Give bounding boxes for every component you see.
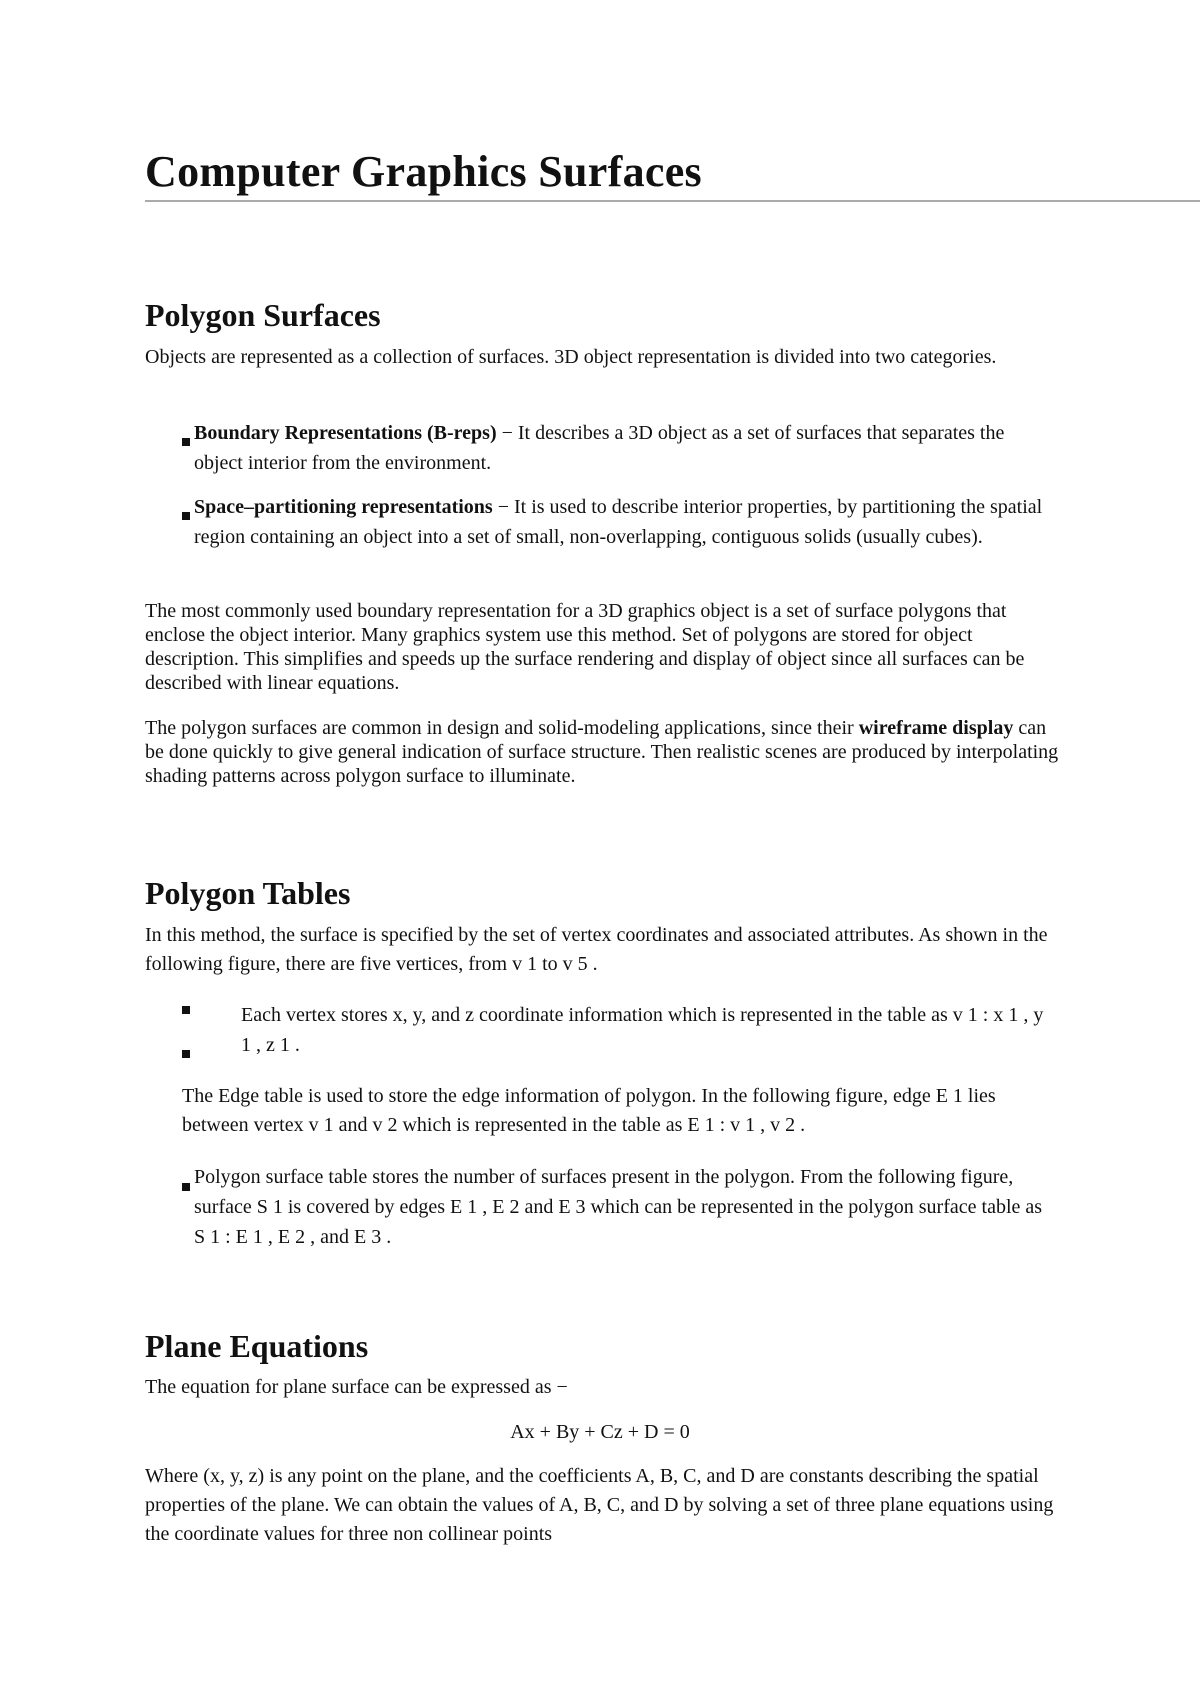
heading-polygon-surfaces: Polygon Surfaces (145, 297, 381, 333)
bullet-icon (182, 1183, 190, 1191)
list-item-breps (194, 418, 1044, 478)
term-space-partitioning: Space–partitioning representations (194, 496, 493, 518)
bullet-icon (182, 1006, 190, 1014)
term-wireframe-display: wireframe display (858, 717, 1014, 739)
plane-equation: Ax + By + Cz + D = 0 (510, 1421, 690, 1443)
surface-table-item: Polygon surface table stores the number of surfaces present in the polygon. From the following figure, surface S 1 is covered by edges E 1 , E 2 and E 3 which can be represented in the polygon surface table as S 1 : E 1 , E 2 , and E 3 . (194, 1166, 1043, 1248)
polygon-surfaces-para-2 (145, 716, 1065, 788)
list-item-space-partitioning (194, 492, 1044, 552)
polygon-surfaces-intro: Objects are represented as a collection of surfaces. 3D object representation is divided into two categories. (145, 346, 997, 368)
bullet-icon (182, 1050, 190, 1058)
title-divider (145, 200, 1200, 202)
bullet-icon (182, 512, 190, 520)
para2-text-end: can be done quickly to give general indication of surface structure. Then realistic scenes are produced by interpolating shading patterns across polygon surface to illuminate. (145, 717, 1059, 787)
polygon-tables-intro: In this method, the surface is specified by the set of vertex coordinates and associated attributes. As shown in the following figure, there are five vertices, from v 1 to v 5 . (145, 924, 1048, 975)
plane-equations-paragraph: Where (x, y, z) is any point on the plane, and the coefficients A, B, C, and D are constants describing the spatial properties of the plane. We can obtain the values of A, B, C, and D by solving a set of three plane equations using the coordinate values for three non collinear points (145, 1465, 1054, 1545)
desc-breps: − It describes a 3D object as a set of surfaces that separates the object interior from the environment. (194, 422, 1005, 474)
desc-space-partitioning: − It is used to describe interior properties, by partitioning the spatial region containing an object into a set of small, non-overlapping, contiguous solids (usually cubes). (194, 496, 1043, 548)
term-breps: Boundary Representations (B-reps) (194, 422, 497, 444)
heading-polygon-tables: Polygon Tables (145, 875, 351, 911)
heading-plane-equations: Plane Equations (145, 1328, 369, 1364)
page-title: Computer Graphics Surfaces (145, 147, 702, 196)
polygon-surfaces-para-1: The most commonly used boundary representation for a 3D graphics object is a set of surface polygons that enclose the object interior. Many graphics system use this method. Set of polygons are stored for object description. This simplifies and speeds up the surface rendering and display of object since all surfaces can be described with linear equations. (145, 600, 1025, 694)
edge-table-paragraph: The Edge table is used to store the edge information of polygon. In the following figure, edge E 1 lies between vertex v 1 and v 2 which is represented in the table as E 1 : v 1 , v 2 . (182, 1085, 996, 1136)
plane-equations-intro: The equation for plane surface can be expressed as − (145, 1376, 568, 1398)
para2-text-start: The polygon surfaces are common in design and solid-modeling applications, since their (145, 717, 859, 739)
vertex-table-item: Each vertex stores x, y, and z coordinate information which is represented in the table as v 1 : x 1 , y 1 , z 1 . (241, 1004, 1044, 1056)
bullet-icon (182, 438, 190, 446)
